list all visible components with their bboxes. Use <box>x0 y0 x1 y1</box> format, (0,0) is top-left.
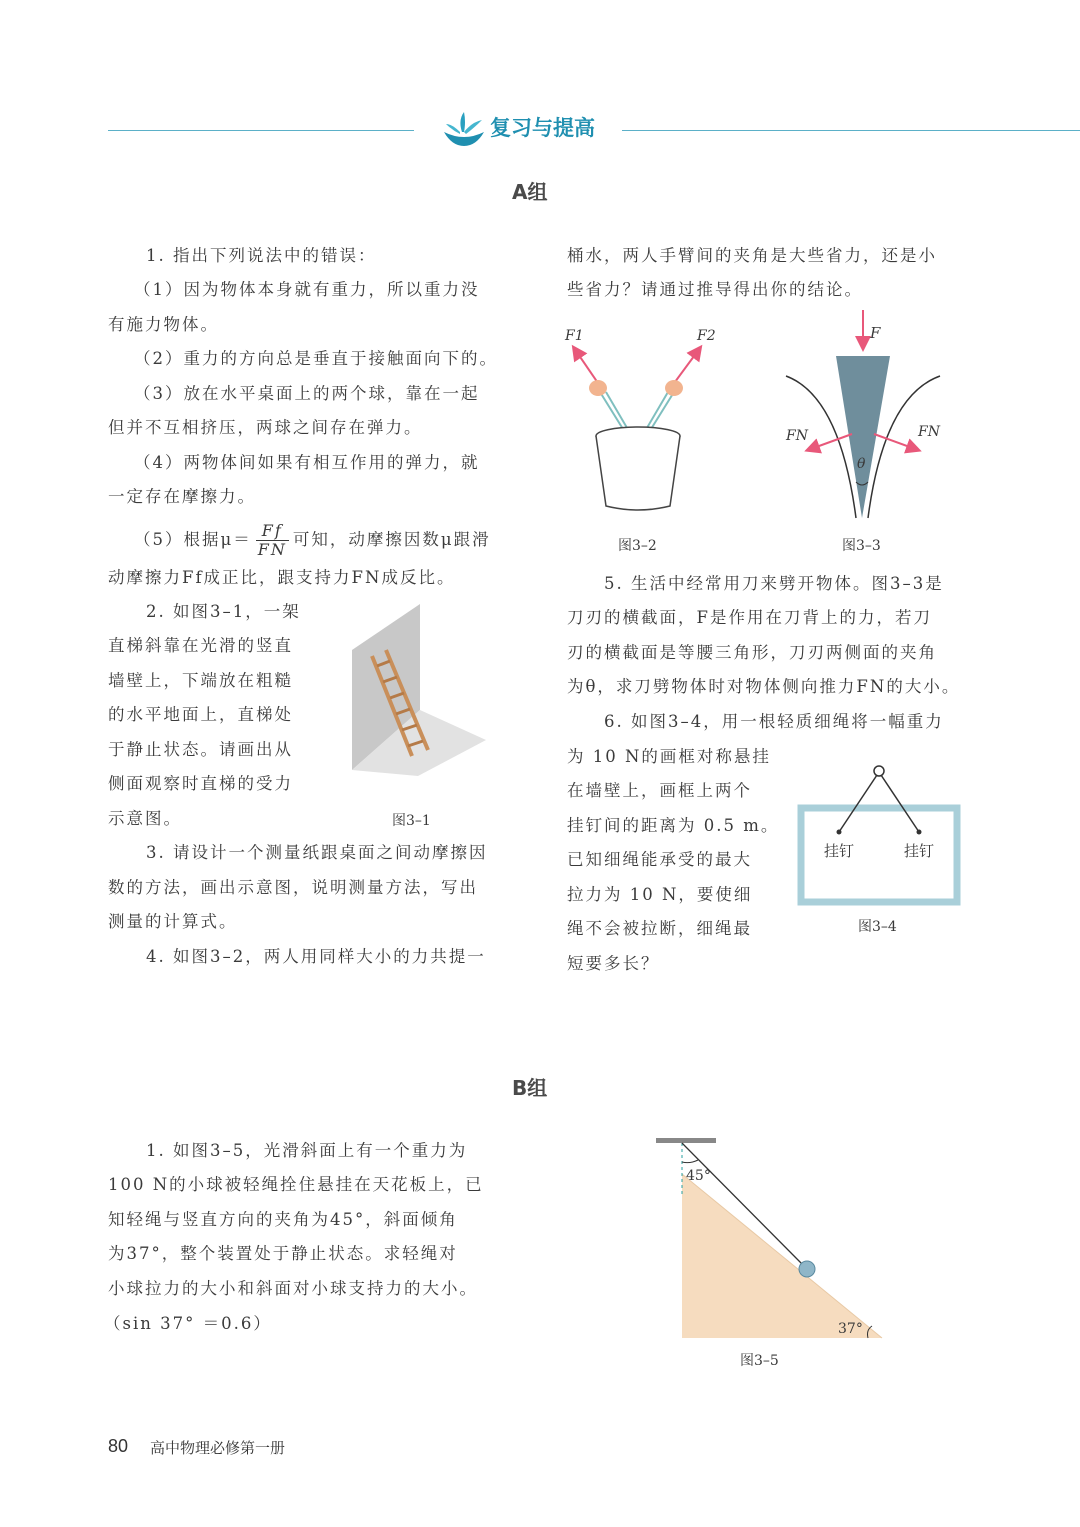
a-q5-line: 刀刃的横截面，F是作用在刀背上的力，若刀 <box>567 608 932 627</box>
b-q1-line: 100 N的小球被轻绳拴住悬挂在天花板上，已 <box>108 1175 484 1194</box>
a-q2-line: 于静止状态。请画出从 <box>108 740 293 759</box>
a-q1-3b: 但并不互相挤压，两球之间存在弹力。 <box>108 418 423 437</box>
a-q1-1b: 有施力物体。 <box>108 315 219 334</box>
b-q1-line: 知轻绳与竖直方向的夹角为45°，斜面倾角 <box>108 1210 458 1229</box>
force-label-f1: F1 <box>565 328 584 344</box>
friction-fraction <box>256 522 289 559</box>
force-label-fn-left: FN <box>786 428 808 444</box>
figure-3-1-ladder <box>348 600 490 780</box>
header-logo-icon <box>442 110 486 148</box>
group-b-heading: B组 <box>512 1076 548 1100</box>
a-q1-4b: 一定存在摩擦力。 <box>108 487 256 506</box>
a-q3-line: 3. 请设计一个测量纸跟桌面之间动摩擦因 <box>146 843 488 862</box>
a-q1-1a: （1）因为物体本身就有重力，所以重力没 <box>134 280 480 299</box>
angle-label-45: 45° <box>686 1168 711 1184</box>
angle-label-37: 37° <box>838 1321 863 1337</box>
b-q1-line: （sin 37° ＝0.6） <box>104 1314 272 1333</box>
force-label-f: F <box>870 324 881 342</box>
figure-3-5-caption: 图3–5 <box>740 1353 779 1369</box>
a-q2-line: 示意图。 <box>108 809 182 828</box>
a-q1-5 <box>134 522 491 559</box>
a-q6-line: 拉力为 10 N，要使细 <box>567 885 753 904</box>
a-q1-4a: （4）两物体间如果有相互作用的弹力，就 <box>134 453 480 472</box>
a-q2-line: 直梯斜靠在光滑的竖直 <box>108 636 293 655</box>
a-q5-line: 为θ，求刀劈物体时对物体侧向推力FN的大小。 <box>567 677 961 696</box>
a-q6-line: 已知细绳能承受的最大 <box>567 850 752 869</box>
nail-label-left: 挂钉 <box>824 842 855 860</box>
figure-3-1-caption: 图3–1 <box>392 813 431 829</box>
page-number: 80 <box>108 1436 129 1456</box>
force-label-f2: F2 <box>697 328 716 344</box>
a-q6-line: 短要多长？ <box>567 954 660 973</box>
b-q1-line: 小球拉力的大小和斜面对小球支持力的大小。 <box>108 1279 478 1298</box>
figure-3-5-incline <box>650 1134 890 1346</box>
a-q2-line: 2. 如图3–1，一架 <box>146 602 301 621</box>
a-q6-line: 绳不会被拉断，细绳最 <box>567 919 752 938</box>
fraction-denominator: FN <box>257 540 287 559</box>
a-q5-line: 5. 生活中经常用刀来劈开物体。图3–3是 <box>604 574 944 593</box>
b-q1-line: 为37°，整个装置处于静止状态。求轻绳对 <box>108 1244 458 1263</box>
a-q4-cont: 桶水，两人手臂间的夹角是大些省力，还是小 <box>567 246 937 265</box>
a-q2-line: 墙壁上，下端放在粗糙 <box>108 671 293 690</box>
a-q5-line: 刃的横截面是等腰三角形，刀刃两侧面的夹角 <box>567 643 937 662</box>
header-rule-right <box>622 130 1080 131</box>
force-label-fn-right: FN <box>918 424 940 440</box>
figure-3-4-frame <box>796 762 962 908</box>
a-q1-intro: 1. 指出下列说法中的错误： <box>146 246 377 265</box>
figure-3-4-caption: 图3–4 <box>858 919 897 935</box>
a-q1-3a: （3）放在水平桌面上的两个球，靠在一起 <box>134 384 480 403</box>
figure-3-3-caption: 图3–3 <box>842 538 881 554</box>
a-q6-first: 6. 如图3–4，用一根轻质细绳将一幅重力 <box>604 712 944 731</box>
group-a-heading: A组 <box>512 180 548 204</box>
a-q4-cont: 些省力？请通过推导得出你的结论。 <box>567 280 863 299</box>
angle-label-theta: θ <box>857 456 866 472</box>
a-q6-line: 挂钉间的距离为 0.5 m。 <box>567 816 780 835</box>
a-q2-line: 侧面观察时直梯的受力 <box>108 774 293 793</box>
b-q1-line: 1. 如图3–5，光滑斜面上有一个重力为 <box>146 1141 468 1160</box>
a-q6-line: 在墙壁上，画框上两个 <box>567 781 752 800</box>
a-q4-line: 4. 如图3–2，两人用同样大小的力共提一 <box>146 947 486 966</box>
figure-3-2-bucket <box>560 326 720 526</box>
nail-label-right: 挂钉 <box>904 842 935 860</box>
a-q1-5b: 动摩擦力Ff成正比，跟支持力FN成反比。 <box>108 568 456 587</box>
a-q1-5-pre: （5）根据μ＝ <box>134 530 252 549</box>
a-q3-line: 测量的计算式。 <box>108 912 238 931</box>
a-q6-line: 为 10 N的画框对称悬挂 <box>567 747 771 766</box>
header-rule-left <box>108 130 414 131</box>
a-q2-line: 的水平地面上，直梯处 <box>108 705 293 724</box>
a-q1-2: （2）重力的方向总是垂直于接触面向下的。 <box>134 349 498 368</box>
figure-3-3-blade <box>780 306 950 528</box>
a-q1-5-post: 可知，动摩擦因数μ跟滑 <box>292 530 491 549</box>
fraction-numerator: Ff <box>256 522 289 541</box>
a-q3-line: 数的方法，画出示意图，说明测量方法，写出 <box>108 878 478 897</box>
book-title: 高中物理必修第一册 <box>150 1439 286 1457</box>
header-title: 复习与提高 <box>490 116 595 140</box>
figure-3-2-caption: 图3–2 <box>618 538 657 554</box>
